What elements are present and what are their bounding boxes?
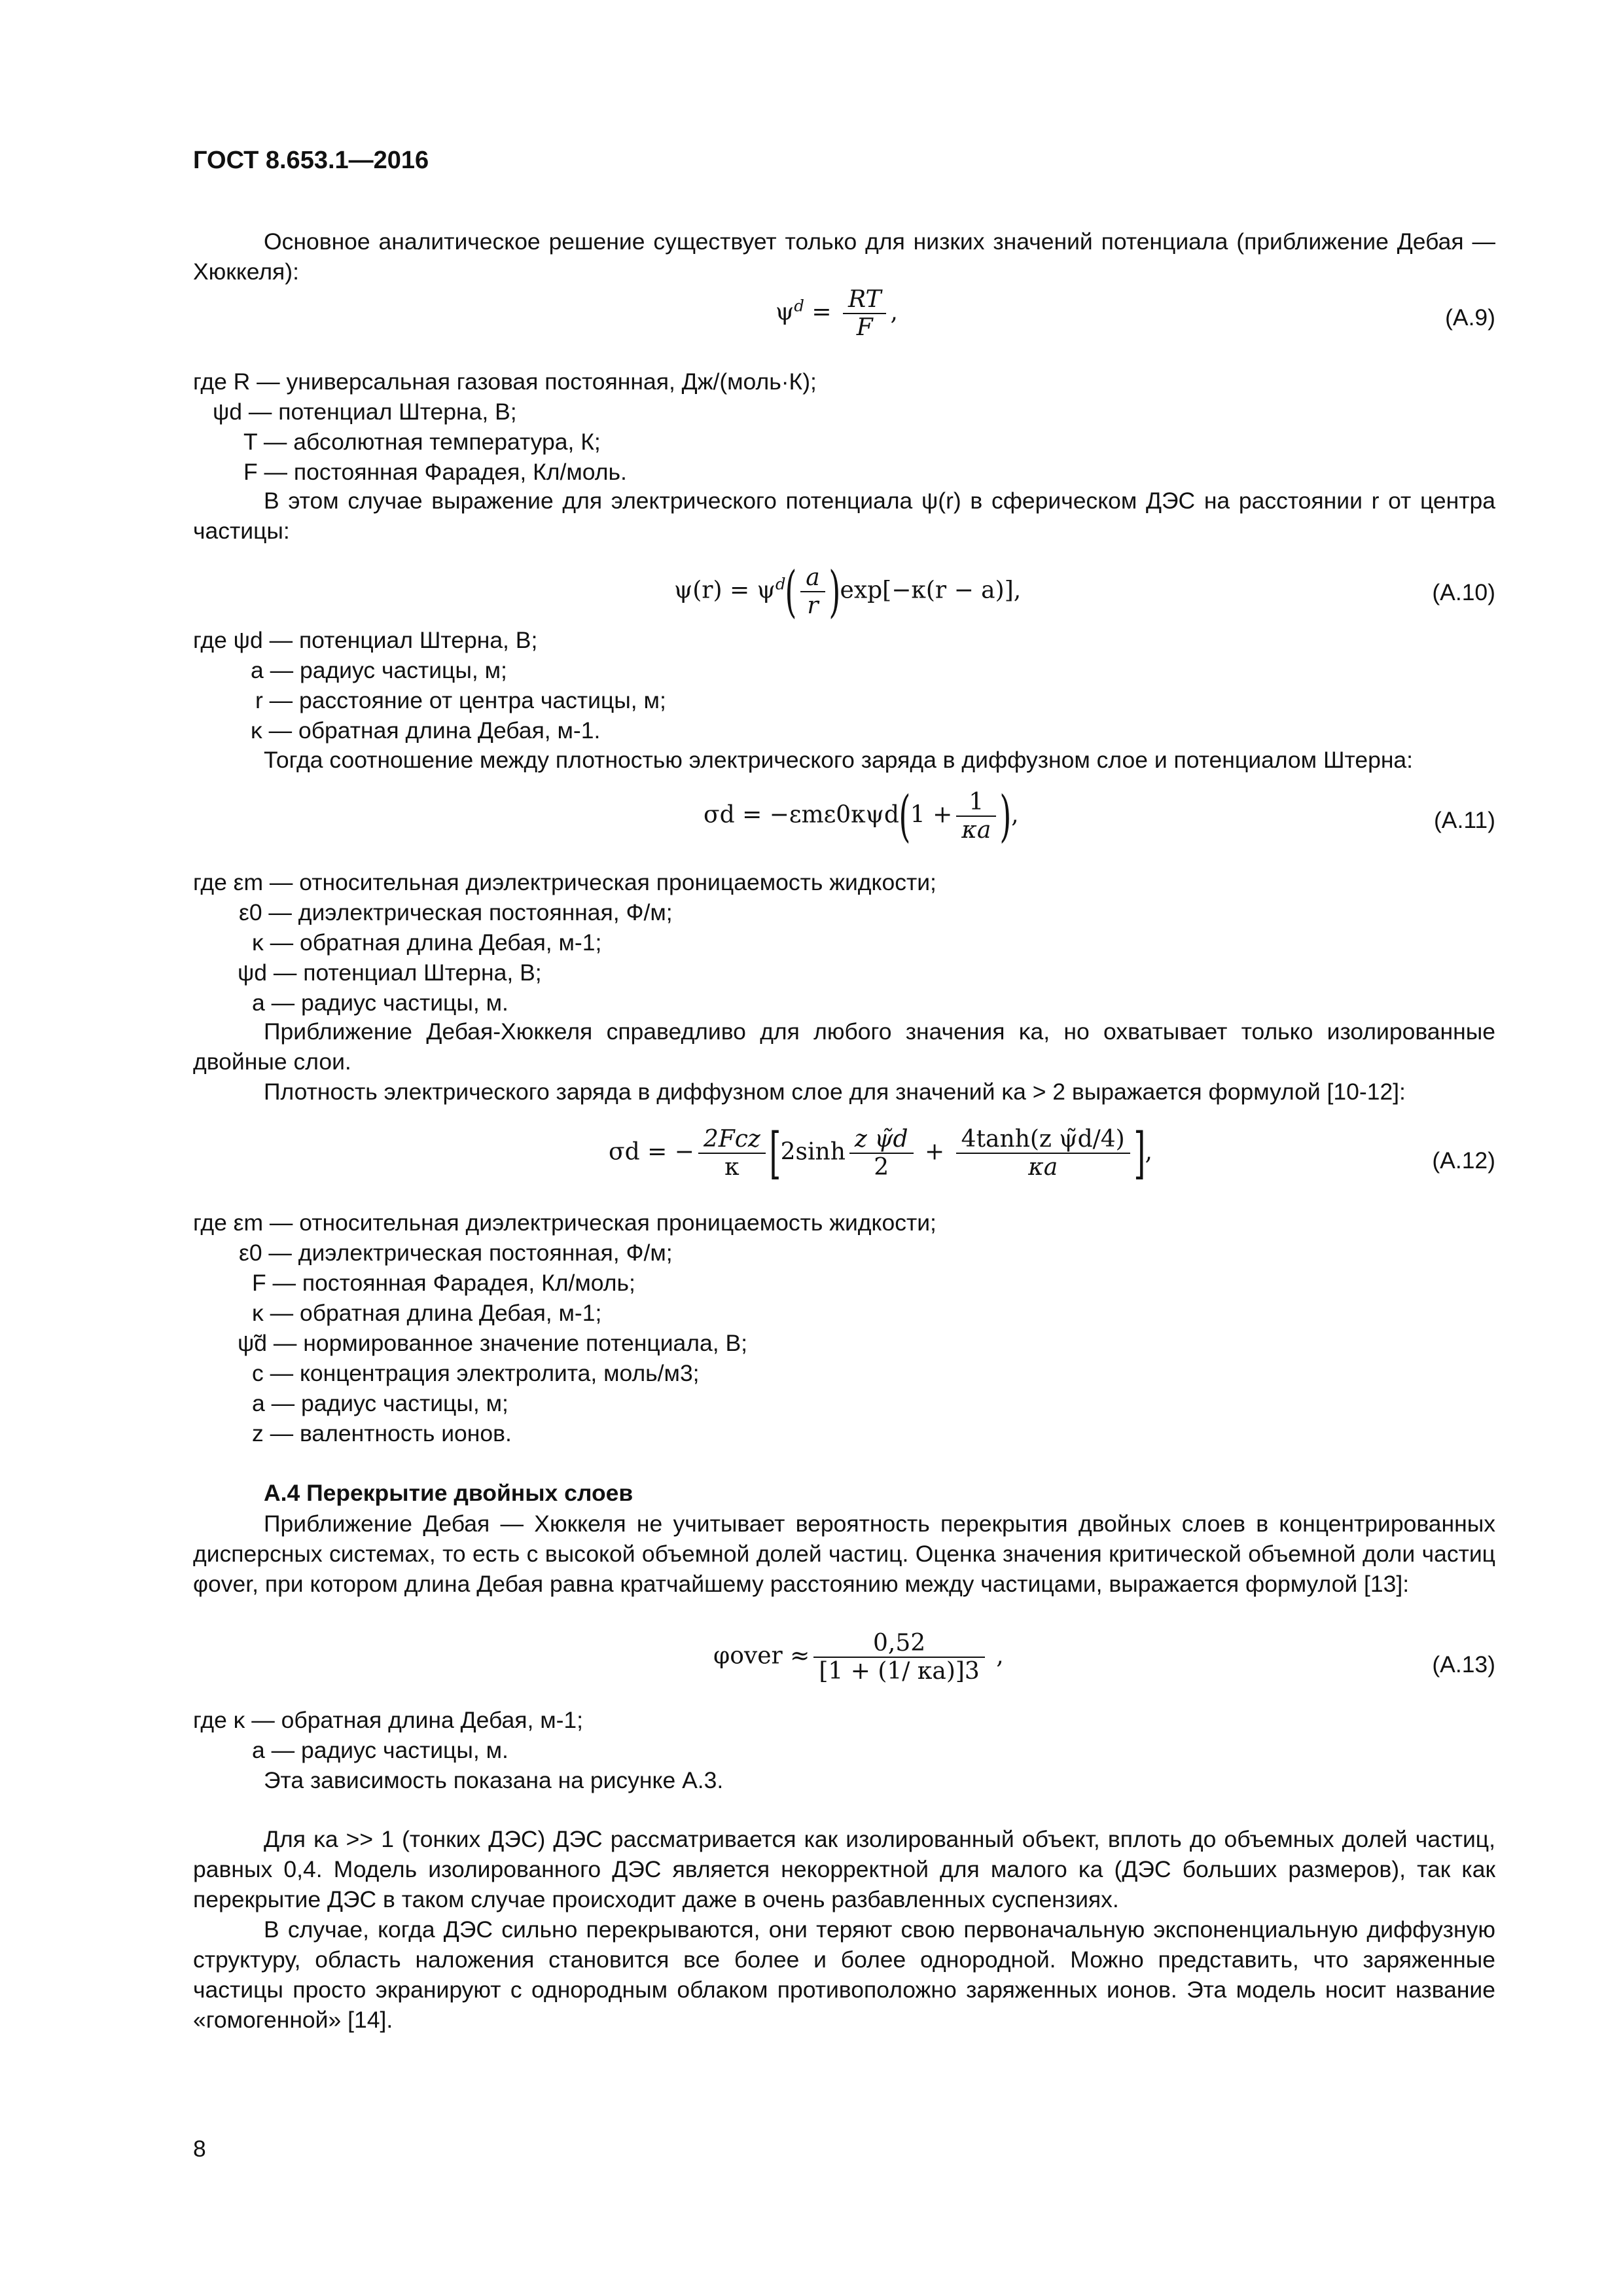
definition-line: T — абсолютная температура, К; bbox=[243, 429, 601, 455]
paragraph-charge-density: Плотность электрического заряда в диффузном слое для значений κa > 2 выражается формулой [10-12]: bbox=[264, 1079, 1406, 1105]
paragraph-intro: Основное аналитическое решение существует только для низких значений потенциала (приближение Дебая — Хюккеля): bbox=[193, 228, 1495, 285]
paragraph-debye-huckel: Приближение Дебая-Хюккеля справедливо для любого значения κa, но охватывает только изолированные двойные слои. bbox=[193, 1018, 1495, 1075]
paragraph-potential: В этом случае выражение для электрического потенциала ψ(r) в сферическом ДЭС на расстоянии r от центра частицы: bbox=[193, 488, 1495, 544]
definition-line: где εm — относительная диэлектрическая проницаемость жидкости; bbox=[193, 869, 936, 895]
definition-line: F — постоянная Фарадея, Кл/моль; bbox=[252, 1270, 635, 1296]
equation-a9: $\psi^d$ = $\frac{RT}{F}$ , bbox=[776, 286, 898, 342]
document-header-code: ГОСТ 8.653.1—2016 bbox=[193, 147, 429, 174]
definition-line: F — постоянная Фарадея, Кл/моль. bbox=[243, 459, 627, 485]
paragraph-figure-ref: Эта зависимость показана на рисунке А.3. bbox=[264, 1767, 724, 1793]
definition-line: где R — универсальная газовая постоянная, Дж/(моль·К); bbox=[193, 368, 817, 395]
definition-line: a — радиус частицы, м; bbox=[251, 657, 507, 683]
equation-a12: σd = − $\frac{\text{2Fcz}}{\kappa}$ [2sinh $\frac{\text{z ψ̃d}}{2}$ + $\frac{\text{4tanh(z ψ̃d/4)}}{\kappa a}$ ], bbox=[609, 1121, 1152, 1186]
equation-number-a10: (А.10) bbox=[1432, 579, 1495, 605]
paragraph-overlap: Приближение Дебая — Хюккеля не учитывает вероятность перекрытия двойных слоев в концентрированных дисперсных системах, то есть с высокой объемной долей частиц. Оценка значения критической объемной доли частиц φover, при котором длина Дебая равна кратчайшему расстоянию между частицами, выражается формулой [13]: bbox=[193, 1511, 1495, 1597]
definition-line: a — радиус частицы, м; bbox=[252, 1390, 508, 1416]
equation-number-a11: (А.11) bbox=[1433, 807, 1495, 833]
equation-number-a9: (А.9) bbox=[1445, 304, 1495, 331]
definition-line: a — радиус частицы, м. bbox=[252, 990, 508, 1016]
paragraph-thin-edl: Для κa >> 1 (тонких ДЭС) ДЭС рассматривается как изолированный объект, вплоть до объемных долей частиц, равных 0,4. Модель изолированного ДЭС является некорректной для малого κa (ДЭС больших размеров), так как перекрытие ДЭС в таком случае происходит даже в очень разбавленных суспензиях. bbox=[193, 1826, 1495, 1912]
equation-a10: $\psi(r) = \psi^d$( $\frac{a}{r}$ )exp[−κ(r − a)], bbox=[674, 560, 1022, 624]
definition-line: ψd — потенциал Штерна, В; bbox=[213, 399, 517, 425]
definition-line: ε0 — диэлектрическая постоянная, Ф/м; bbox=[239, 899, 673, 925]
equation-a13: φover ≈ $\frac{0,52}{[1 + (1/ \kappa a)]3}$ , bbox=[713, 1630, 1004, 1685]
equation-a11: σd = −εmε0κψd(1 + $\frac{1}{\kappa a}$ ), bbox=[704, 784, 1019, 849]
definition-line: ε0 — диэлектрическая постоянная, Ф/м; bbox=[239, 1240, 673, 1266]
definition-line: c — концентрация электролита, моль/м3; bbox=[252, 1360, 700, 1386]
definition-line: где ψd — потенциал Штерна, В; bbox=[193, 627, 538, 653]
definition-line: κ — обратная длина Дебая, м-1; bbox=[252, 1300, 602, 1326]
equation-number-a12: (А.12) bbox=[1432, 1147, 1495, 1174]
definition-line: ψ̃d — нормированное значение потенциала, В; bbox=[238, 1330, 748, 1356]
definition-line: где εm — относительная диэлектрическая проницаемость жидкости; bbox=[193, 1210, 936, 1236]
definition-line: κ — обратная длина Дебая, м-1; bbox=[252, 929, 602, 956]
definition-line: где κ — обратная длина Дебая, м-1; bbox=[193, 1707, 584, 1733]
section-heading: А.4 Перекрытие двойных слоев bbox=[264, 1480, 633, 1506]
definition-line: z — валентность ионов. bbox=[252, 1420, 512, 1446]
equation-number-a13: (А.13) bbox=[1432, 1651, 1495, 1677]
definition-line: r — расстояние от центра частицы, м; bbox=[255, 687, 666, 713]
paragraph-relation: Тогда соотношение между плотностью электрического заряда в диффузном слое и потенциалом Штерна: bbox=[264, 747, 1414, 773]
paragraph-homogeneous: В случае, когда ДЭС сильно перекрываются, они теряют свою первоначальную экспоненциальную диффузную структуру, область наложения становится все более и более однородной. Можно представить, что заряженные частицы просто экранируют с однородным облаком противоположно заряженных ионов. Эта модель носит название «гомогенной» [14]. bbox=[193, 1916, 1495, 2033]
definition-line: κ — обратная длина Дебая, м-1. bbox=[251, 717, 601, 744]
page-number: 8 bbox=[193, 2136, 206, 2162]
definition-line: a — радиус частицы, м. bbox=[252, 1737, 508, 1763]
definition-line: ψd — потенциал Штерна, В; bbox=[238, 960, 542, 986]
